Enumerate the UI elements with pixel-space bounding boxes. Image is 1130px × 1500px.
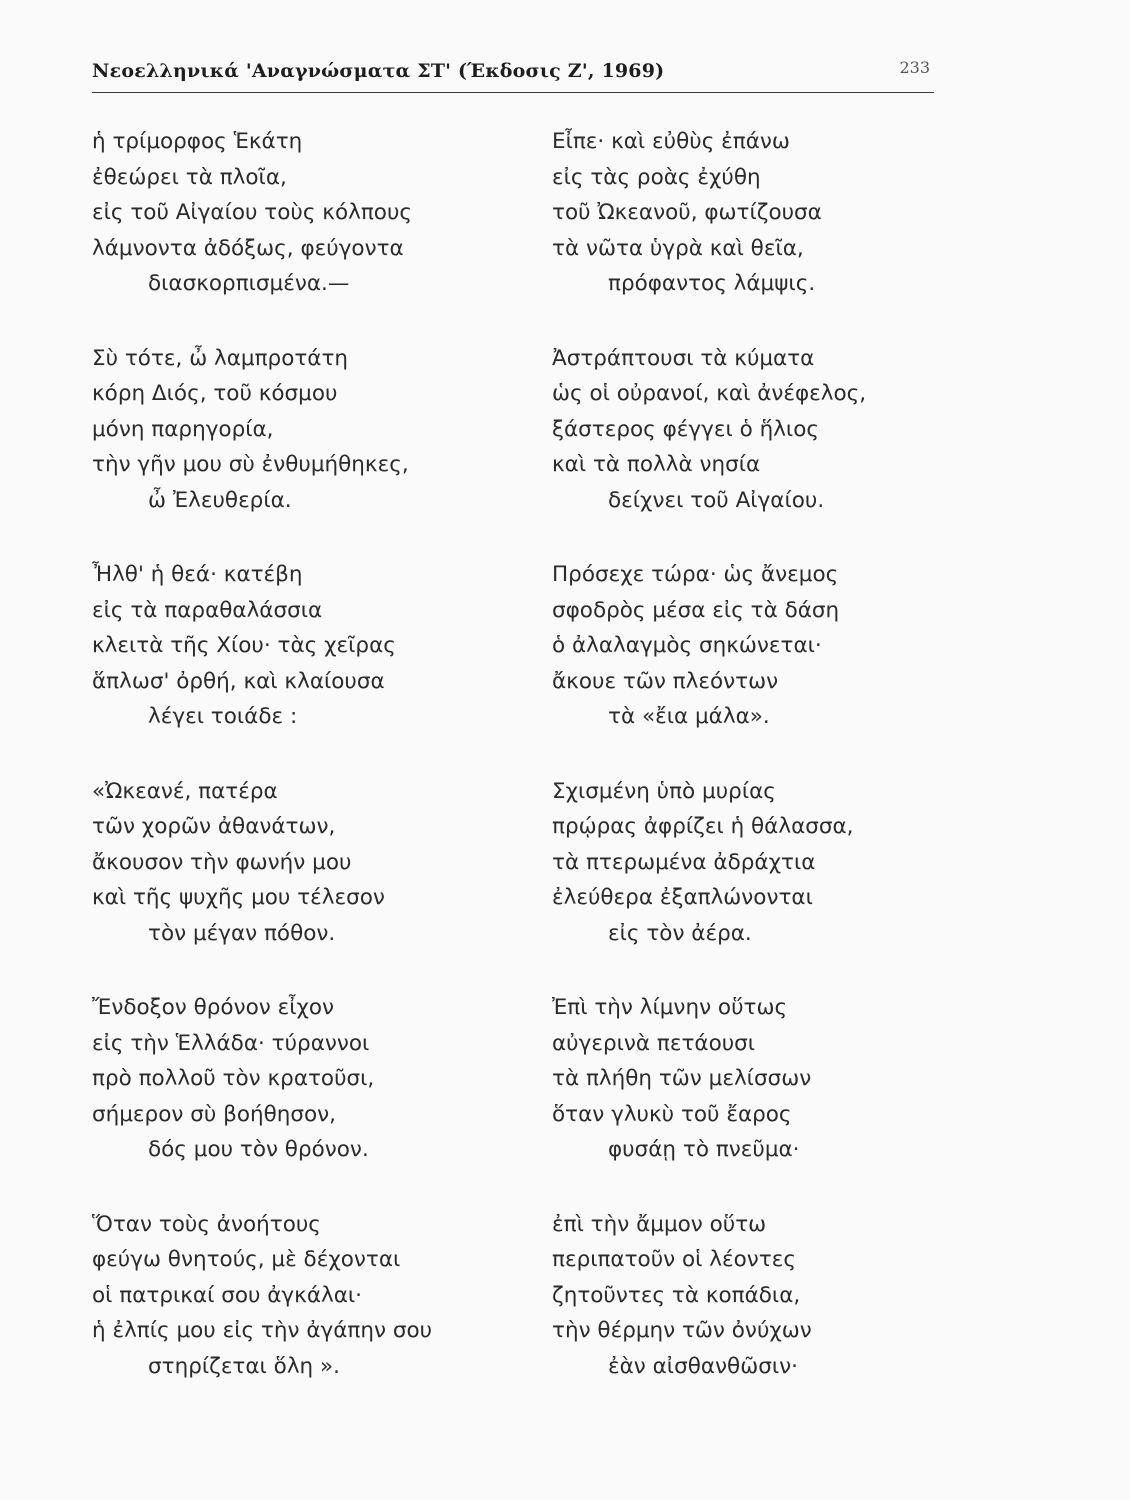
verse-line: ὅταν γλυκὺ τοῦ ἔαρος bbox=[552, 1101, 792, 1127]
verse-line: εἰς τοῦ Αἰγαίου τοὺς κόλπους bbox=[92, 200, 413, 225]
verse-line: σφοδρὸς μέσα εἰς τὰ δάση bbox=[552, 597, 840, 623]
verse-line-indented: τὰ «ἔια μάλα». bbox=[608, 704, 770, 729]
verse-line: εἰς τὰ παραθαλάσσια bbox=[92, 597, 323, 623]
verse-line: ἄκουε τῶν πλεόντων bbox=[552, 668, 779, 694]
verse-line: «Ὠκεανέ, πατέρα bbox=[92, 778, 278, 804]
verse-line-indented: λέγει τοιάδε : bbox=[148, 704, 298, 729]
stanza bbox=[92, 341, 512, 519]
verse-line: Πρόσεχε τώρα· ὡς ἄνεμος bbox=[552, 562, 839, 587]
verse-line: τὰ πτερωμένα ἀδράχτια bbox=[552, 849, 816, 875]
verse-line: τὴν γῆν μου σὺ ἐνθυμήθηκες, bbox=[92, 452, 409, 477]
verse-line: Σὺ τότε, ὦ λαμπροτάτη bbox=[92, 345, 349, 371]
verse-line: ἐπὶ τὴν ἄμμον οὕτω bbox=[552, 1211, 767, 1237]
stanza bbox=[552, 124, 972, 302]
verse-line: σήμερον σὺ βοήθησον, bbox=[92, 1101, 337, 1127]
verse-line: Ἔνδοξον θρόνον εἶχον bbox=[92, 995, 335, 1020]
verse-line: τοῦ Ὠκεανοῦ, φωτίζουσα bbox=[552, 200, 822, 225]
stanza bbox=[552, 774, 972, 952]
book-title: Νεοελληνικά 'Αναγνώσματα ΣΤ' (Έκδοσις Ζ', 1969) bbox=[92, 60, 665, 82]
page-number: 233 bbox=[899, 58, 930, 77]
stanza bbox=[92, 557, 512, 735]
stanza bbox=[92, 990, 512, 1168]
verse-line-indented: ὦ Ἐλευθερία. bbox=[148, 487, 292, 513]
verse-line: ἡ τρίμορφος Ἑκάτη bbox=[92, 129, 303, 154]
verse-line: τῶν χορῶν ἀθανάτων, bbox=[92, 814, 336, 839]
verse-line-indented: πρόφαντος λάμψις. bbox=[608, 271, 816, 296]
verse-line: τὰ νῶτα ὑγρὰ καὶ θεῖα, bbox=[552, 235, 804, 261]
verse-line: ἐλεύθερα ἐξαπλώνονται bbox=[552, 885, 813, 910]
verse-line: τὴν θέρμην τῶν ὀνύχων bbox=[552, 1318, 812, 1343]
stanza bbox=[92, 124, 512, 302]
verse-line: τὰ πλήθη τῶν μελίσσων bbox=[552, 1066, 812, 1091]
stanza bbox=[92, 1207, 512, 1385]
stanza bbox=[552, 557, 972, 735]
poem-column-left bbox=[92, 124, 512, 1423]
verse-line: πρὸ πολλοῦ τὸν κρατοῦσι, bbox=[92, 1066, 375, 1091]
stanza bbox=[92, 774, 512, 952]
verse-line: κλειτὰ τῆς Χίου· τὰς χεῖρας bbox=[92, 633, 396, 658]
verse-line: καὶ τῆς ψυχῆς μου τέλεσον bbox=[92, 885, 385, 910]
verse-line: πρῴρας ἀφρίζει ἡ θάλασσα, bbox=[552, 814, 854, 839]
stanza bbox=[552, 341, 972, 519]
verse-line: κόρη Διός, τοῦ κόσμου bbox=[92, 381, 338, 406]
header-rule bbox=[92, 92, 934, 93]
verse-line: Ἦλθ' ἡ θεά· κατέβη bbox=[92, 562, 303, 587]
verse-line: ὁ ἀλαλαγμὸς σηκώνεται· bbox=[552, 633, 822, 658]
verse-line: ἡ ἐλπίς μου εἰς τὴν ἀγάπην σου bbox=[92, 1318, 433, 1343]
poem-column-right bbox=[552, 124, 972, 1423]
verse-line: Ὅταν τοὺς ἀνοήτους bbox=[92, 1211, 321, 1237]
verse-line: εἰς τὰς ροὰς ἐχύθη bbox=[552, 164, 761, 190]
verse-line: λάμνοντα ἀδόξως, φεύγοντα bbox=[92, 235, 404, 261]
stanza bbox=[552, 1207, 972, 1385]
verse-line: εἰς τὴν Ἑλλάδα· τύραννοι bbox=[92, 1030, 370, 1056]
verse-line: μόνη παρηγορία, bbox=[92, 416, 274, 442]
verse-line: ζητοῦντες τὰ κοπάδια, bbox=[552, 1282, 801, 1308]
verse-line: αὐγερινὰ πετάουσι bbox=[552, 1030, 756, 1056]
verse-line-indented: στηρίζεται ὅλη ». bbox=[148, 1353, 340, 1379]
verse-line: Ἐπὶ τὴν λίμνην οὕτως bbox=[552, 995, 788, 1020]
verse-line: ξάστερος φέγγει ὁ ἥλιος bbox=[552, 416, 819, 442]
verse-line: ὡς οἱ οὐρανοί, καὶ ἀνέφελος, bbox=[552, 381, 867, 406]
verse-line: ἐθεώρει τὰ πλοῖα, bbox=[92, 164, 287, 190]
verse-line-indented: ἐὰν αἰσθανθῶσιν· bbox=[608, 1353, 798, 1379]
verse-line: καὶ τὰ πολλὰ νησία bbox=[552, 452, 761, 477]
running-header bbox=[92, 58, 934, 98]
verse-line: περιπατοῦν οἱ λέοντες bbox=[552, 1247, 796, 1272]
verse-line-indented: εἰς τὸν ἀέρα. bbox=[608, 920, 752, 946]
stanza bbox=[552, 990, 972, 1168]
verse-line-indented: δός μου τὸν θρόνον. bbox=[148, 1137, 369, 1162]
verse-line-indented: τὸν μέγαν πόθον. bbox=[148, 920, 336, 946]
verse-line: Εἶπε· καὶ εὐθὺς ἐπάνω bbox=[552, 129, 790, 154]
verse-line: οἱ πατρικαί σου ἀγκάλαι· bbox=[92, 1282, 362, 1308]
verse-line-indented: φυσάῃ τὸ πνεῦμα· bbox=[608, 1137, 800, 1162]
verse-line: φεύγω θνητούς, μὲ δέχονται bbox=[92, 1247, 401, 1272]
verse-line-indented: διασκορπισμένα.— bbox=[148, 271, 350, 296]
verse-line: Ἀστράπτουσι τὰ κύματα bbox=[552, 345, 815, 371]
verse-line: ἅπλωσ' ὀρθή, καὶ κλαίουσα bbox=[92, 668, 385, 694]
verse-line-indented: δείχνει τοῦ Αἰγαίου. bbox=[608, 487, 825, 513]
verse-line: ἄκουσον τὴν φωνήν μου bbox=[92, 849, 352, 875]
verse-line: Σχισμένη ὑπὸ μυρίας bbox=[552, 778, 776, 804]
